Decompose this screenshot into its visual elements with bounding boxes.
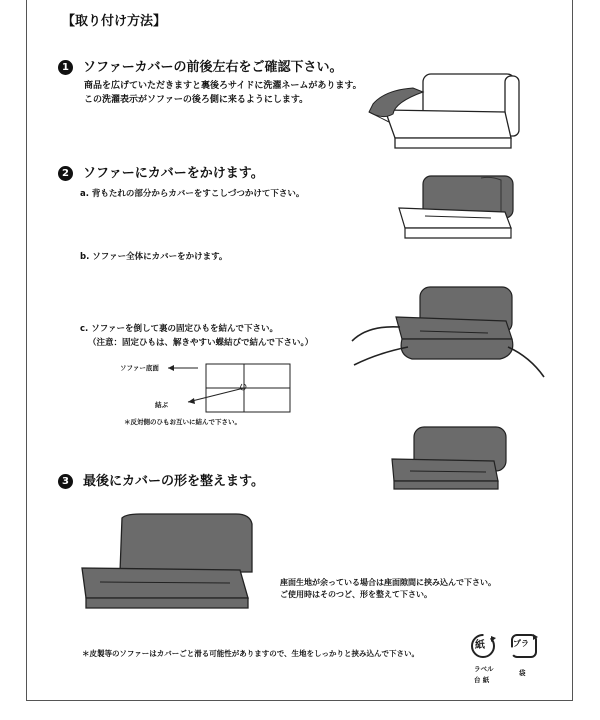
footer-note: ＊皮製等のソファーはカバーごと滑る可能性がありますので、生地をしっかりと挟み込んで下さい。 [82, 649, 420, 658]
sofa-illustration-step-2c [348, 285, 548, 385]
diagram-note: ＊反対側のひもお互いに結んで下さい。 [124, 418, 241, 426]
step-number: 1 [58, 60, 73, 75]
step-heading-text: 最後にカバーの形を整えます。 [83, 474, 264, 489]
diagram-bottom-label: ソファー底面 [120, 364, 159, 372]
step-1-line-1: 商品を広げていただきますと裏後ろサイドに洗濯ネームがあります。 [84, 81, 362, 91]
paper-caption-base: 台 紙 [474, 676, 490, 684]
step-1-line-2: この洗濯表示がソファーの後ろ側に来るようにします。 [84, 95, 309, 105]
diagram-tie-label: 結ぶ [155, 401, 168, 409]
sofa-illustration-step-2a [395, 172, 525, 242]
step-number: 2 [58, 166, 73, 181]
step-heading-text: ソファーにカバーをかけます。 [83, 166, 264, 181]
sofa-illustration-step-3 [80, 512, 280, 622]
paper-caption-label: ラベル [474, 665, 494, 673]
step-heading-text: ソファーカバーの前後左右をご確認下さい。 [83, 60, 343, 75]
tie-diagram [168, 360, 328, 420]
step-1-heading [58, 56, 342, 75]
step-2c-text-2: （注意：固定ひもは、解きやすい蝶結びで結んで下さい。） [88, 338, 314, 348]
step-3-line-2: ご使用時はそのつど、形を整えて下さい。 [280, 590, 432, 599]
sofa-illustration-step-2-finished [390, 425, 510, 495]
sofa-illustration-step-1 [365, 68, 545, 158]
step-2a-text: a. 背もたれの部分からカバーをすこしづつかけて下さい。 [80, 189, 305, 199]
step-3-line-1: 座面生地が余っている場合は座面隙間に挟み込んで下さい。 [280, 578, 496, 587]
page-title: 【取り付け方法】 [62, 14, 167, 29]
step-2b-text: b. ソファー全体にカバーをかけます。 [80, 252, 228, 262]
step-2-heading [58, 162, 264, 181]
plastic-mark-text: プラ [513, 639, 529, 648]
step-2c-text-1: c. ソファーを倒して裏の固定ひもを結んで下さい。 [80, 324, 279, 334]
paper-mark-text: 紙 [475, 640, 485, 651]
plastic-caption: 袋 [519, 669, 526, 677]
step-3-heading [58, 470, 264, 489]
step-number: 3 [58, 474, 73, 489]
